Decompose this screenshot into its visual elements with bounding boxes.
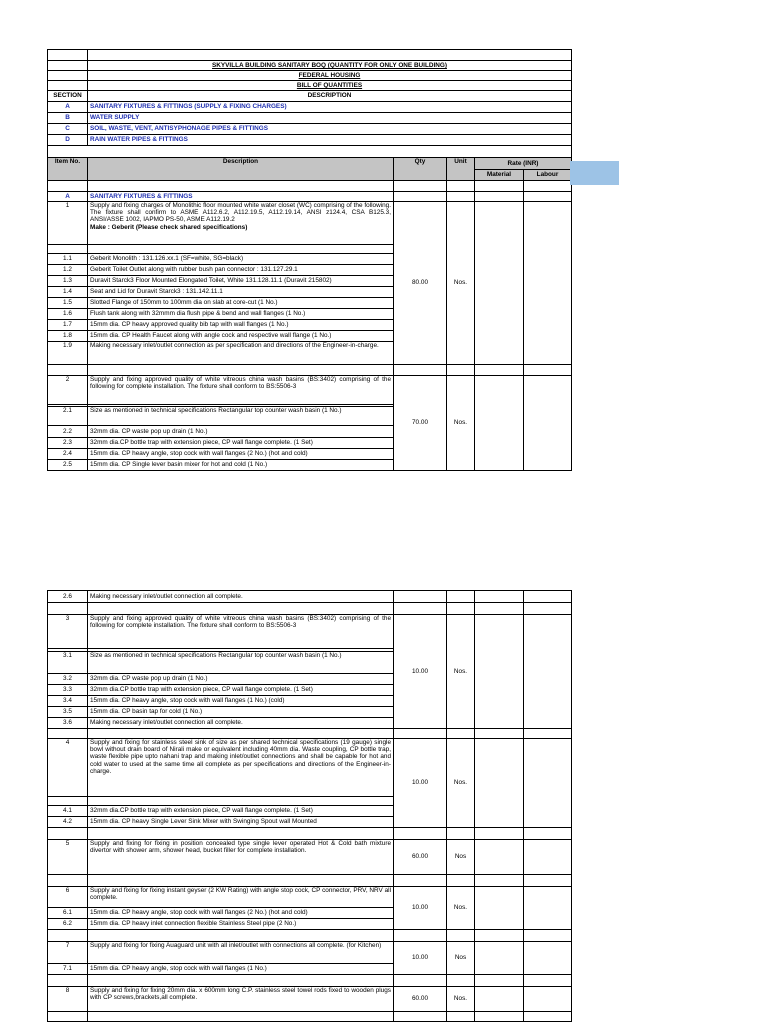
material-column-header: Material (475, 170, 524, 181)
section-row (48, 124, 572, 135)
header-row (48, 61, 572, 71)
item-description: Supply and fixing approved quality of white vitreous china wash basins (BS:3402) comprising of the following for complete installation. The fixture shall conform to BS:5506-3 (88, 376, 394, 405)
section-code: A (48, 192, 88, 202)
item-description: 15mm dia. CP heavy angle, stop cock with wall flanges (2 No.) (hot and cold) (88, 449, 394, 460)
item-unit: Nos. (447, 887, 475, 930)
item-unit: Nos (447, 942, 475, 975)
item-no: 7 (48, 942, 88, 964)
item-qty: 10.00 (394, 739, 447, 828)
item-description: 32mm dia. CP waste pop up drain (1 No.) (88, 674, 394, 685)
item-qty: 10.00 (394, 942, 447, 975)
section-name: SANITARY FIXTURES & FITTINGS (SUPPLY & FIXING CHARGES) (88, 102, 572, 113)
item-no: 2.5 (48, 460, 88, 471)
section-name: WATER SUPPLY (88, 113, 572, 124)
header-row (48, 71, 572, 81)
item-description: 15mm dia. CP heavy angle, stop cock with wall flanges (1 No.) (88, 964, 394, 975)
item-description: Flush tank along with 32mmm dia flush pipe & bend and wall flanges (1 No.) (88, 309, 394, 320)
item-no: 3.2 (48, 674, 88, 685)
item-make: Make : Geberit (Please check shared specifications) (90, 223, 248, 231)
item-description: Supply and fixing for fixing Auaguard unit with all inlet/outlet with connections all complete. (for Kitchen) (88, 942, 394, 964)
section-row (48, 192, 572, 202)
item-no: 4.2 (48, 817, 88, 828)
table-row (48, 840, 572, 875)
item-description: Duravit Starck3 Floor Mounted Elongated Toilet, White 131.128.11.1 (Duravit 215802) (88, 276, 394, 287)
section-row (48, 102, 572, 113)
table-row (48, 591, 572, 603)
item-description (88, 202, 394, 245)
item-description: 15mm dia. CP Health Faucet along with angle cock and respective wall flange (1 No.) (88, 331, 394, 342)
section-row (48, 135, 572, 146)
boq-sheet-page-1 (47, 49, 572, 471)
section-code: C (48, 124, 88, 135)
item-no: 6 (48, 887, 88, 908)
item-description: 32mm dia.CP bottle trap with extension piece, CP wall flange complete. (1 Set) (88, 438, 394, 449)
qty-column-header: Qty (394, 158, 447, 181)
item-description: Making necessary inlet/outlet connection as per specification and directions of the Engineer-in-charge. (88, 342, 394, 365)
item-no: 3.3 (48, 685, 88, 696)
item-description: Slotted Flange of 150mm to 100mm dia on slab at core-cut (1 No.) (88, 298, 394, 309)
item-description: 15mm dia. CP heavy angle, stop cock with wall flanges (1 No.) (cold) (88, 696, 394, 707)
item-description: 32mm dia.CP bottle trap with extension piece, CP wall flange complete. (1 Set) (88, 685, 394, 696)
item-description: Seat and Lid for Duravit Starck3 : 131.142.11.1 (88, 287, 394, 298)
item-no: 1.6 (48, 309, 88, 320)
item-description: 15mm dia. CP heavy inlet connection flexible Stainless Steel pipe (2 No.) (88, 919, 394, 930)
item-no: 3.4 (48, 696, 88, 707)
item-description-text: Supply and fixing charges of Monolithic floor mounted white water closet (WC) comprising of the following. The fixture shall confirm to ASME A112.6.2, A112.19.5, A112.19.14, ANSI z124.4, CSA B125.3, ANSI/ASSE 1002, IAPMO PS-50, ASME A112.19.2 (90, 202, 391, 224)
item-description: Supply and fixing for stainless steel sink of size as per shared technical specifications (19 gauge) single bowl without drain board of Nirali make or equivalent including 40mm dia. Waste coupling, CP bottle trap, waste flexible pipe upto nahani trap and making inlet/outlet connections and shall be capable for hot and cold water to used at the same time all complete as per specifications and directions of the Engineer-in-charge. (88, 739, 394, 797)
item-no: 1.1 (48, 254, 88, 265)
highlighted-cell (570, 161, 619, 185)
item-no: 6.2 (48, 919, 88, 930)
section-name: SANITARY FIXTURES & FITTINGS (88, 192, 394, 202)
description-column-header: Description (88, 158, 394, 181)
table-row (48, 615, 572, 649)
item-no: 7.1 (48, 964, 88, 975)
item-description: 15mm dia. CP Single lever basin mixer for hot and cold (1 No.) (88, 460, 394, 471)
item-description: Size as mentioned in technical specifications Rectangular top counter wash basin (1 No.) (88, 652, 394, 674)
labour-rate-cell (524, 942, 572, 975)
item-no: 8 (48, 987, 88, 1012)
section-column-header: SECTION (48, 91, 88, 102)
item-no: 1.3 (48, 276, 88, 287)
item-unit: Nos. (447, 376, 475, 471)
labour-rate-cell (524, 202, 572, 365)
table-row (48, 376, 572, 405)
item-no: 2.6 (48, 591, 88, 603)
item-no: 4 (48, 739, 88, 797)
item-no: 2 (48, 376, 88, 405)
labour-rate-cell (524, 987, 572, 1012)
item-no: 1.4 (48, 287, 88, 298)
item-no: 2.3 (48, 438, 88, 449)
item-qty: 10.00 (394, 887, 447, 930)
item-description: Supply and fixing approved quality of white vitreous china wash basins (BS:3402) comprising of the following for complete installation. The fixture shall conform to BS:5506-3 (88, 615, 394, 649)
table-row (48, 202, 572, 245)
item-no: 2.2 (48, 426, 88, 438)
item-no: 1.8 (48, 331, 88, 342)
boq-sheet-page-2 (47, 590, 572, 1022)
table-row (48, 942, 572, 964)
item-no: 2.1 (48, 407, 88, 426)
material-rate-cell (475, 739, 524, 828)
document-title: SKYVILLA BUILDING SANITARY BOQ (QUANTITY FOR ONLY ONE BUILDING) (88, 61, 572, 71)
material-rate-cell (475, 942, 524, 975)
item-no: 1.9 (48, 342, 88, 365)
item-description: 32mm dia. CP waste pop up drain (1 No.) (88, 426, 394, 438)
section-code: B (48, 113, 88, 124)
labour-rate-cell (524, 840, 572, 875)
item-no-column-header: Item No. (48, 158, 88, 181)
item-description: Supply and fixing for fixing in position concealed type single lever operated Hot & Cold bath mixture divertor with shower arm, shower head, bucket filler for complete installation. (88, 840, 394, 875)
material-rate-cell (475, 615, 524, 729)
boq-table-page-1 (47, 49, 572, 471)
item-description: Making necessary inlet/outlet connection all complete. (88, 718, 394, 729)
item-no: 1.2 (48, 265, 88, 276)
item-no: 1.7 (48, 320, 88, 331)
item-no: 2.4 (48, 449, 88, 460)
item-no: 4.1 (48, 806, 88, 817)
labour-rate-cell (524, 887, 572, 930)
item-qty: 10.00 (394, 615, 447, 729)
material-rate-cell (475, 987, 524, 1012)
document-type: BILL OF QUANTITIES (88, 81, 572, 91)
material-rate-cell (475, 840, 524, 875)
table-row (48, 887, 572, 908)
table-row (48, 987, 572, 1012)
item-no: 3.5 (48, 707, 88, 718)
item-no: 1 (48, 202, 88, 245)
item-description: Supply and fixing for fixing 20mm dia. x 600mm long C.P. stainless steel towel rods fixed to wooden plugs with CP screws,brackets,all complete. (88, 987, 394, 1012)
item-no: 5 (48, 840, 88, 875)
item-no: 1.5 (48, 298, 88, 309)
description-column-header: DESCRIPTION (88, 91, 572, 102)
item-qty: 60.00 (394, 987, 447, 1012)
labour-rate-cell (524, 376, 572, 471)
section-header-row (48, 91, 572, 102)
material-rate-cell (475, 202, 524, 365)
boq-table-page-2 (47, 590, 572, 1022)
rate-column-header: Rate (INR) (475, 158, 572, 170)
material-rate-cell (475, 376, 524, 471)
item-description: Supply and fixing for fixing instant geyser (2 KW Rating) with angle stop cock, CP connector, PRV, NRV all complete. (88, 887, 394, 908)
item-description: Making necessary inlet/outlet connection all complete. (88, 591, 394, 603)
column-header-row (48, 158, 572, 170)
item-qty: 80.00 (394, 202, 447, 365)
section-name: SOIL, WASTE, VENT, ANTISYPHONAGE PIPES & FITTINGS (88, 124, 572, 135)
item-description: Geberit Monolith : 131.126.xx.1 (SF=white, SG=black) (88, 254, 394, 265)
material-rate-cell (475, 887, 524, 930)
item-description: Size as mentioned in technical specifications Rectangular top counter wash basin (1 No.) (88, 407, 394, 426)
item-unit: Nos. (447, 739, 475, 828)
item-unit: Nos (447, 840, 475, 875)
section-code: A (48, 102, 88, 113)
item-description: 15mm dia. CP heavy approved quality bib tap with wall flanges (1 No.) (88, 320, 394, 331)
item-unit: Nos. (447, 202, 475, 365)
section-name: RAIN WATER PIPES & FITTINGS (88, 135, 572, 146)
item-no: 3.6 (48, 718, 88, 729)
item-unit: Nos. (447, 987, 475, 1012)
item-no: 3 (48, 615, 88, 649)
labour-rate-cell (524, 739, 572, 828)
item-description: 15mm dia. CP heavy Single Lever Sink Mixer with Swinging Spout wall Mounted (88, 817, 394, 828)
unit-column-header: Unit (447, 158, 475, 181)
item-qty: 70.00 (394, 376, 447, 471)
header-row (48, 81, 572, 91)
labour-column-header: Labour (524, 170, 572, 181)
item-no: 3.1 (48, 652, 88, 674)
section-row (48, 113, 572, 124)
item-description: 15mm dia. CP heavy angle, stop cock with wall flanges (2 No.) (hot and cold) (88, 908, 394, 919)
table-row (48, 739, 572, 797)
item-description: 15mm dia. CP basin tap for cold (1 No.) (88, 707, 394, 718)
item-qty: 60.00 (394, 840, 447, 875)
client-name: FEDERAL HOUSING (88, 71, 572, 81)
item-no: 6.1 (48, 908, 88, 919)
section-code: D (48, 135, 88, 146)
item-description: Geberit Toilet Outlet along with rubber bush pan connector : 131.127.29.1 (88, 265, 394, 276)
labour-rate-cell (524, 615, 572, 729)
item-description: 32mm dia.CP bottle trap with extension piece, CP wall flange complete. (1 Set) (88, 806, 394, 817)
item-unit: Nos. (447, 615, 475, 729)
